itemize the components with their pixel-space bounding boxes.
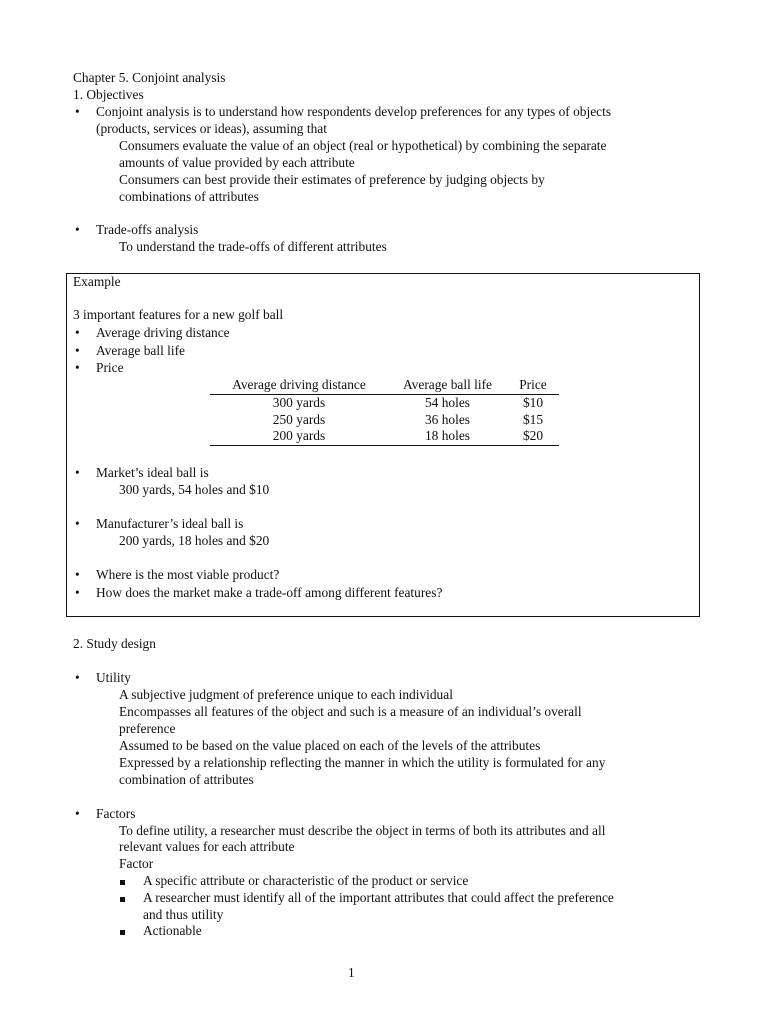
table-cell: 300 yards	[272, 395, 326, 410]
factor-item: A researcher must identify all of the important attributes that could affect the preference	[143, 890, 614, 905]
factors-line: relevant values for each attribute	[119, 839, 295, 854]
bullet-icon: •	[75, 104, 80, 119]
table-header: Price	[507, 376, 559, 395]
chapter-title: Chapter 5. Conjoint analysis	[73, 70, 226, 85]
utility-label: Utility	[96, 670, 131, 685]
feature-item: Average driving distance	[96, 325, 230, 340]
table-row	[210, 412, 559, 429]
manufacturer-ideal-label: Manufacturer’s ideal ball is	[96, 516, 244, 531]
utility-line: Expressed by a relationship reflecting the manner in which the utility is formulated for any	[119, 755, 606, 770]
table-cell: 36 holes	[424, 411, 470, 427]
factor-item: A specific attribute or characteristic of the product or service	[143, 873, 469, 888]
market-ideal-label: Market’s ideal ball is	[96, 465, 209, 480]
bullet-icon: •	[75, 670, 80, 685]
objective-line: Conjoint analysis is to understand how respondents develop preferences for any types of objects	[96, 104, 612, 119]
section-1-heading: 1. Objectives	[73, 87, 144, 102]
factor-item: Actionable	[143, 923, 202, 938]
utility-line: A subjective judgment of preference unique to each individual	[119, 687, 453, 702]
page-number: 1	[348, 965, 355, 980]
assumption-line: combinations of attributes	[119, 189, 259, 204]
bullet-icon: •	[75, 585, 80, 600]
table-header: Average ball life	[388, 376, 507, 395]
factor-item: and thus utility	[143, 907, 224, 922]
assumption-line: Consumers evaluate the value of an object (real or hypothetical) by combining the separate	[119, 138, 607, 153]
square-bullet-icon	[120, 872, 125, 889]
utility-line: Encompasses all features of the object and such is a measure of an individual’s overall	[119, 704, 582, 719]
bullet-icon: •	[75, 567, 80, 582]
utility-line: preference	[119, 721, 176, 736]
utility-line: Assumed to be based on the value placed on each of the levels of the attributes	[119, 738, 541, 753]
factors-label: Factors	[96, 806, 136, 821]
question: Where is the most viable product?	[96, 567, 280, 582]
assumption-line: Consumers can best provide their estimates of preference by judging objects by	[119, 172, 545, 187]
section-2-heading: 2. Study design	[73, 636, 156, 651]
table-cell: 250 yards	[272, 411, 326, 427]
feature-item: Price	[96, 360, 124, 375]
manufacturer-ideal-value: 200 yards, 18 holes and $20	[119, 533, 270, 548]
objective-line: (products, services or ideas), assuming that	[96, 121, 327, 136]
bullet-icon: •	[75, 343, 80, 358]
bullet-icon: •	[75, 325, 80, 340]
bullet-icon: •	[75, 806, 80, 821]
utility-line: combination of attributes	[119, 772, 254, 787]
table-cell: 54 holes	[424, 395, 470, 410]
example-intro: 3 important features for a new golf ball	[73, 307, 284, 322]
example-label: Example	[73, 274, 121, 289]
tradeoffs-label: Trade-offs analysis	[96, 222, 199, 237]
table-cell: 18 holes	[424, 428, 470, 443]
bullet-icon: •	[75, 360, 80, 375]
factors-line: To define utility, a researcher must describe the object in terms of both its attributes and all	[119, 823, 606, 838]
table-header: Average driving distance	[210, 376, 388, 395]
bullet-icon: •	[75, 222, 80, 237]
table-row	[210, 428, 559, 445]
table-header-row	[210, 376, 559, 395]
feature-item: Average ball life	[96, 343, 185, 358]
table-cell: $15	[522, 411, 544, 427]
assumption-line: amounts of value provided by each attribute	[119, 155, 355, 170]
square-bullet-icon	[120, 922, 125, 939]
tradeoffs-text: To understand the trade-offs of different attributes	[119, 239, 387, 254]
square-bullet-icon	[120, 889, 125, 906]
table-cell: $20	[522, 428, 544, 443]
golf-ball-table	[210, 376, 559, 446]
table-row	[210, 395, 559, 412]
question: How does the market make a trade-off among different features?	[96, 585, 443, 600]
market-ideal-value: 300 yards, 54 holes and $10	[119, 482, 270, 497]
factor-label: Factor	[119, 856, 154, 871]
bullet-icon: •	[75, 516, 80, 531]
bullet-icon: •	[75, 465, 80, 480]
table-cell: 200 yards	[272, 428, 326, 443]
table-cell: $10	[522, 395, 544, 410]
